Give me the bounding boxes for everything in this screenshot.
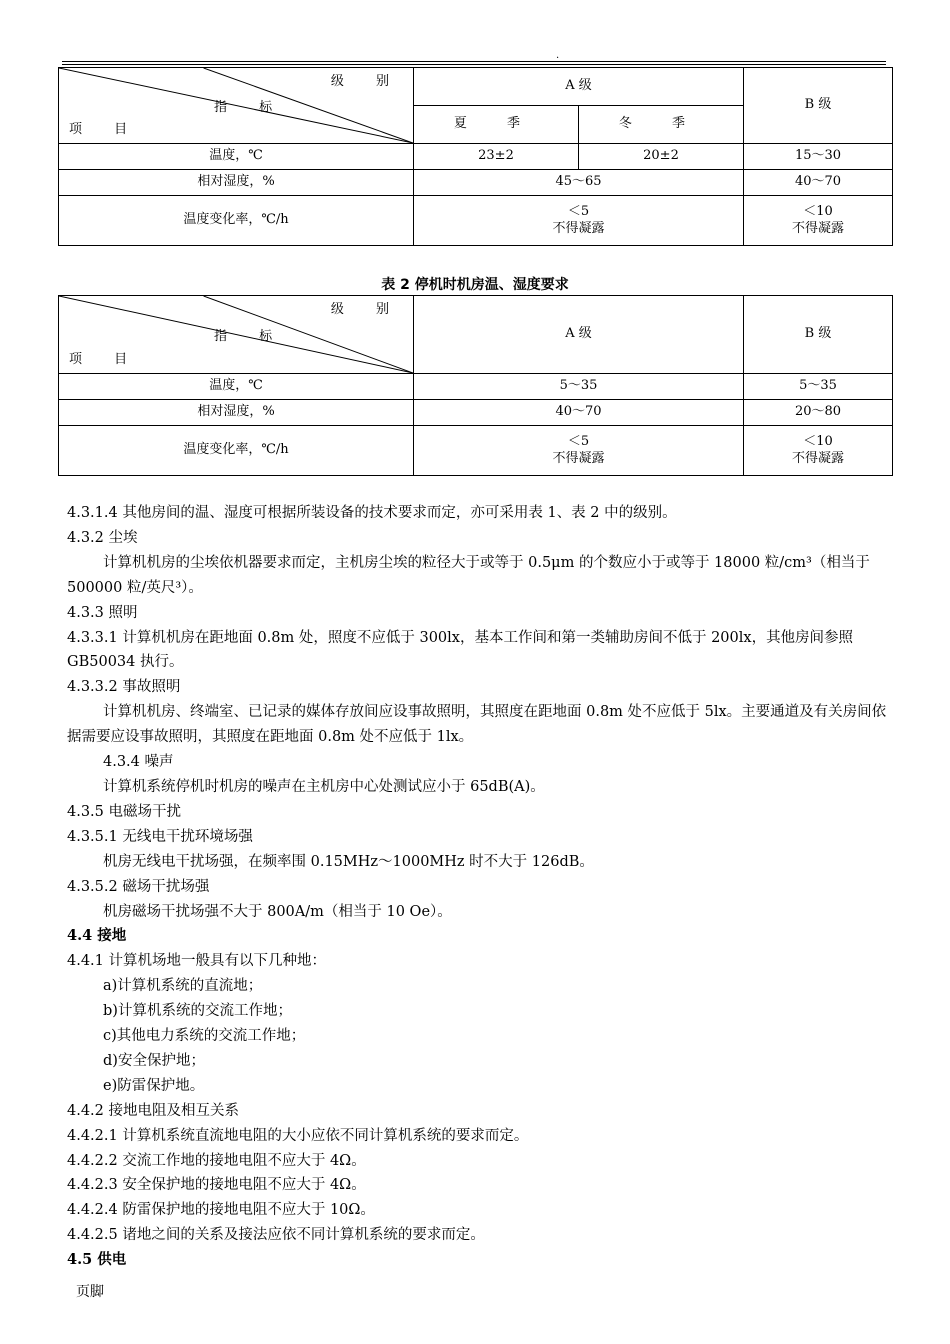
clause-4-3-4: 4.3.4 噪声	[103, 754, 174, 771]
clause-4-4-2: 4.4.2 接地电阻及相互关系	[67, 1102, 240, 1119]
cell-b: 20～80	[744, 400, 893, 426]
cell-a: 40～70	[414, 400, 744, 426]
clause-4-4-2-1: 4.4.2.1 计算机系统直流地电阻的大小应依不同计算机系统的要求而定。	[67, 1127, 529, 1144]
clause-4-3-1-4: 4.3.1.4 其他房间的温、湿度可根据所装设备的技术要求而定，亦可采用表 1、表 2 中的级别。	[67, 505, 677, 521]
cell-b	[744, 196, 893, 246]
clause-4-4-2-3: 4.4.2.3 安全保护地的接地电阻不应大于 4Ω。	[67, 1177, 366, 1194]
dust-paragraph: 计算机机房的尘埃依机器要求而定，主机房尘埃的粒径大于或等于 0.5μm 的个数应小于或等于 18000 粒/cm³（相当于 500000 粒/英尺³）。	[67, 554, 870, 596]
page-footer: 页脚	[76, 1284, 104, 1300]
list-item: d)安全保护地；	[103, 1052, 205, 1069]
row-label: 相对湿度，%	[59, 170, 414, 196]
cell-a-line2: 不得凝露	[552, 220, 605, 236]
cell-b-line1: ＜10	[803, 203, 833, 219]
section-4-4: 4.4 接地	[67, 927, 127, 945]
header-rule-top	[62, 61, 886, 62]
clause-4-4-2-5: 4.4.2.5 诸地之间的关系及接法应依不同计算机系统的要求而定。	[67, 1227, 485, 1244]
cell-a	[414, 426, 744, 476]
table-row	[59, 374, 893, 400]
clause-4-3-3-2: 4.3.3.2 事故照明	[67, 679, 181, 696]
cell-a	[414, 196, 744, 246]
header-dot: .	[556, 50, 560, 61]
cell-b: 40～70	[744, 170, 893, 196]
table-2-grade-b: B 级	[744, 296, 893, 374]
table-1-grade-b: B 级	[744, 68, 893, 144]
row-label: 温度变化率，℃/h	[59, 196, 414, 246]
row-label: 相对湿度，%	[59, 400, 414, 426]
table-1-grade-a: A 级	[414, 68, 744, 106]
cell-b: 5～35	[744, 374, 893, 400]
corner-level: 级 别	[330, 74, 403, 89]
table-row	[59, 196, 893, 246]
section-4-5: 4.5 供电	[67, 1251, 127, 1269]
cell-b-line2: 不得凝露	[791, 220, 844, 236]
clause-4-3-3-1: 4.3.3.1 计算机机房在距地面 0.8m 处，照度不应低于 300lx，基本工作间和第一类辅助房间不低于 200lx，其他房间参照 GB50034 执行。	[67, 629, 854, 671]
clause-4-4-1: 4.4.1 计算机场地一般具有以下几种地：	[67, 953, 327, 970]
table-row	[59, 144, 893, 170]
row-label: 温度变化率，℃/h	[59, 426, 414, 476]
table-2-corner-cell	[59, 296, 414, 374]
cell-winter: 20±2	[579, 144, 744, 170]
corner-level: 级 别	[330, 302, 403, 317]
table-2-caption: 表 2 停机时机房温、湿度要求	[381, 277, 569, 293]
clause-4-3-3: 4.3.3 照明	[67, 604, 138, 621]
table-1	[58, 67, 893, 246]
magnetic-field-paragraph: 机房磁场干扰场强不大于 800A/m（相当于 10 Oe）。	[103, 903, 452, 920]
cell-summer: 23±2	[414, 144, 579, 170]
row-label: 温度，℃	[59, 374, 414, 400]
row-label: 温度，℃	[59, 144, 414, 170]
clause-4-3-5-1: 4.3.5.1 无线电干扰环境场强	[67, 828, 253, 845]
cell-a: 45～65	[414, 170, 744, 196]
cell-b-line2: 不得凝露	[791, 450, 844, 466]
clause-4-3-5-2: 4.3.5.2 磁场干扰场强	[67, 878, 210, 895]
cell-a-line2: 不得凝露	[552, 450, 605, 466]
clause-4-4-2-4: 4.4.2.4 防雷保护地的接地电阻不应大于 10Ω。	[67, 1202, 375, 1219]
clause-4-3-5: 4.3.5 电磁场干扰	[67, 803, 182, 820]
list-item: e)防雷保护地。	[103, 1077, 205, 1094]
cell-b-line1: ＜10	[803, 433, 833, 449]
table-1-summer: 夏 季	[414, 106, 579, 144]
cell-b: 15～30	[744, 144, 893, 170]
noise-paragraph: 计算机系统停机时机房的噪声在主机房中心处测试应小于 65dB(A)。	[103, 778, 545, 795]
cell-a: 5～35	[414, 374, 744, 400]
list-item: b)计算机系统的交流工作地；	[103, 1003, 292, 1020]
corner-item: 项 目	[69, 122, 142, 138]
table-row	[59, 170, 893, 196]
table-1-corner-cell	[59, 68, 414, 144]
clause-4-4-2-2: 4.4.2.2 交流工作地的接地电阻不应大于 4Ω。	[67, 1152, 366, 1169]
radio-interference-paragraph: 机房无线电干扰场强，在频率围 0.15MHz～1000MHz 时不大于 126dB。	[103, 853, 594, 870]
table-row	[59, 426, 893, 476]
cell-a-line1: ＜5	[567, 433, 590, 449]
table-1-winter: 冬 季	[579, 106, 744, 144]
table-2-grade-a: A 级	[414, 296, 744, 374]
emergency-lighting-paragraph: 计算机机房、终端室、已记录的媒体存放间应设事故照明，其照度在距地面 0.8m 处不应低于 5lx。主要通道及有关房间依据需要应设事故照明，其照度在距地面 0.8m 处不应低于 1lx。	[67, 704, 887, 746]
body-text	[67, 501, 887, 1273]
clause-4-3-2: 4.3.2 尘埃	[67, 529, 138, 546]
corner-indicator: 指 标	[214, 329, 287, 344]
cell-b	[744, 426, 893, 476]
list-item: a)计算机系统的直流地；	[103, 978, 263, 995]
list-item: c)其他电力系统的交流工作地；	[103, 1028, 306, 1045]
table-2	[58, 295, 893, 476]
corner-item: 项 目	[69, 352, 142, 368]
cell-a-line1: ＜5	[567, 203, 590, 219]
header-rule-bottom	[62, 64, 886, 65]
corner-indicator: 指 标	[214, 100, 287, 115]
table-row	[59, 400, 893, 426]
